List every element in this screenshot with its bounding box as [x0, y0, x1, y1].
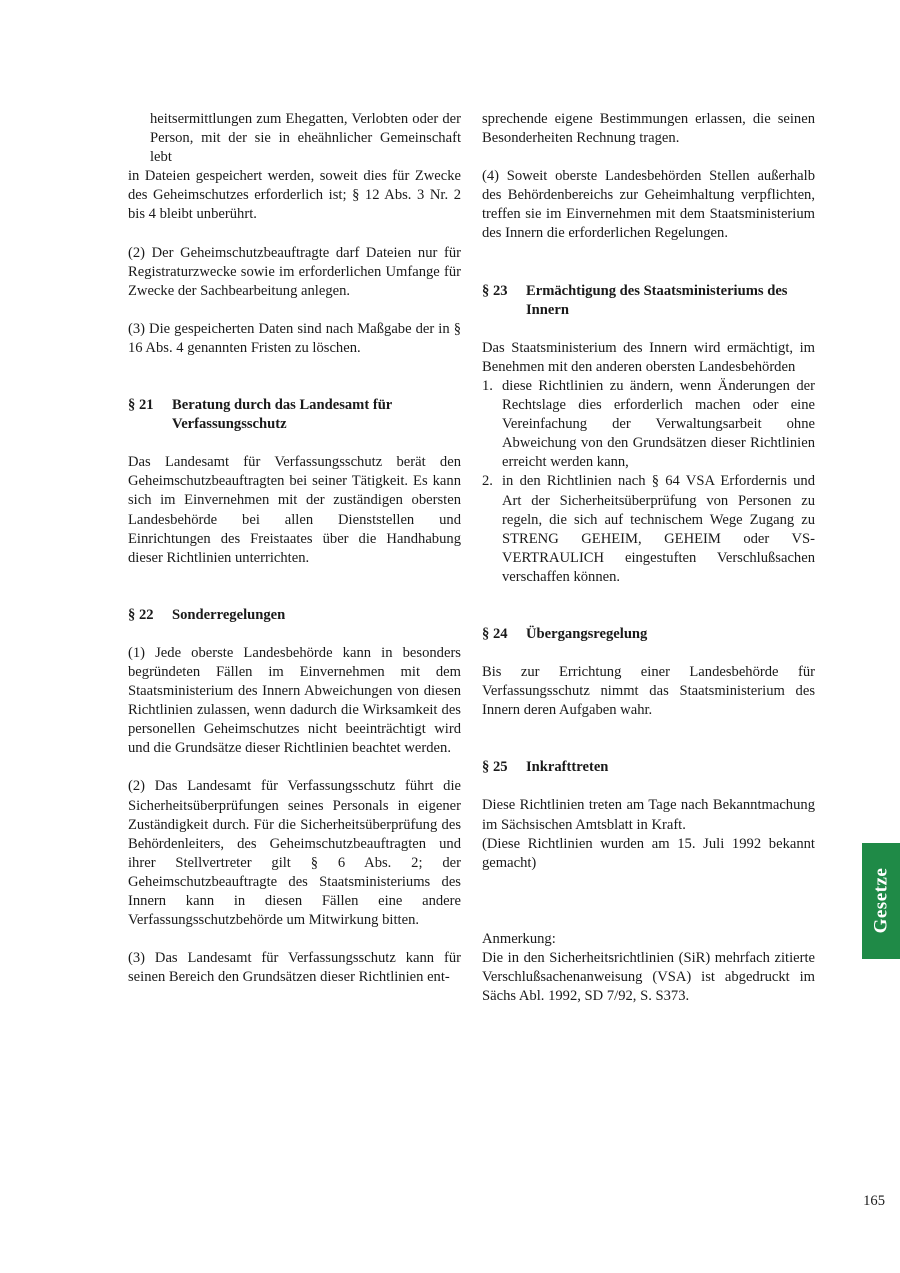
section-24-title: Übergangsregelung — [526, 625, 648, 642]
continued-item-text: heitsermittlungen zum Ehegatten, Verlobten oder der Person, mit der sie in eheähnlicher Gemeinschaft lebt — [150, 111, 461, 166]
section-25-text: Diese Richtlinien treten am Tage nach Bekanntmachung im Sächsischen Amtsblatt in Kraft. — [482, 797, 815, 833]
side-tab-label: Gesetze — [870, 868, 892, 934]
section-22-paragraph-1: (1) Jede oberste Landesbehörde kann in besonders begründeten Fällen im Einvernehmen mit dem Staatsministerium des Innern Abweichungen von diesen Richtlinien zulassen, wenn dadurch die Wirksamkeit des personellen Geheimschutzes nicht beeinträchtigt wird und die Grundsätze dieser Richtlinien beachtet werden. — [128, 644, 461, 757]
list-item-text: in den Richtlinien nach § 64 VSA Erfordernis und Art der Sicherheitsüberprüfung von Personen zu regeln, die sich auf technischem Wege Zugang zu STRENG GEHEIM, GEHEIM oder VS-VERTRAULICH eingestuften Verschlußsachen verschaffen können. — [502, 473, 815, 585]
section-25-heading — [482, 758, 815, 777]
annotation-text: Die in den Sicherheitsrichtlinien (SiR) mehrfach zitierte Verschlußsachenanweisung (VSA) ist abgedruckt im Sächs Abl. 1992, SD 7/92, S. S373. — [482, 949, 815, 1005]
page-number: 165 — [863, 1193, 885, 1209]
section-25-title: Inkrafttreten — [526, 759, 609, 776]
paragraph-20-2: (2) Der Geheimschutzbeauftragte darf Dateien nur für Registraturzwecke sowie im erforderlichen Umfange für Zwecke der Sachbearbeitung anlegen. — [128, 244, 461, 299]
section-22-paragraph-3: (3) Das Landesamt für Verfassungsschutz kann für seinen Bereich den Grundsätzen dieser Richtlinien ent- — [128, 950, 461, 986]
section-22-paragraph-2: (2) Das Landesamt für Verfassungsschutz führt die Sicherheitsüberprüfungen seines Personals in eigener Zuständigkeit durch. Für die Sicherheitsüberprüfung des Behördenleiters, des Geheimschutzbeauftragten und ihrer Stellvertreter gilt § 6 Abs. 2; der Geheimschutzbeauftragte des Staatsministeriums des Innern kann in diesen Fällen eine andere Verfassungsschutzbehörde um Mitwirkung bitten. — [128, 778, 461, 929]
section-21-text: Das Landesamt für Verfassungsschutz berät den Geheimschutzbeauftragten bei seiner Tätigkeit. Es kann sich im Einvernehmen mit der zuständigen obersten Landesbehörde bei allen Dienststellen und Einrichtungen des Freistaates über die Handhabung dieser Richtlinien unterrichten. — [128, 454, 461, 566]
continued-paragraph-right: sprechende eigene Bestimmungen erlassen, die seinen Besonderheiten Rechnung tragen. — [482, 111, 815, 147]
section-21-number: § 21 — [128, 397, 154, 414]
list-item — [482, 377, 815, 472]
left-column — [128, 110, 461, 987]
section-21-heading — [128, 396, 461, 434]
section-23-number: § 23 — [482, 282, 508, 299]
section-22-title: Sonderregelungen — [172, 606, 286, 623]
section-22-paragraph-4: (4) Soweit oberste Landesbehörden Stellen außerhalb des Behördenbereichs zur Geheimhaltung verpflichten, treffen sie im Einvernehmen mit dem Staatsministerium des Innern die erforderlichen Regelungen. — [482, 168, 815, 242]
list-item — [482, 472, 815, 587]
right-column — [482, 110, 815, 1006]
section-25-number: § 25 — [482, 759, 508, 776]
section-23-intro: Das Staatsministerium des Innern wird ermächtigt, im Benehmen mit den anderen obersten Landesbehörden — [482, 339, 815, 375]
paragraph-20-3: (3) Die gespeicherten Daten sind nach Maßgabe der in § 16 Abs. 4 genannten Fristen zu löschen. — [128, 320, 461, 356]
continued-paragraph: in Dateien gespeichert werden, soweit dies für Zwecke des Geheimschutzes erforderlich ist; § 12 Abs. 3 Nr. 2 bis 4 bleibt unberührt. — [128, 168, 461, 223]
list-item-number: 2. — [482, 473, 493, 490]
side-tab-gesetze — [862, 843, 900, 959]
section-23-heading — [482, 282, 815, 320]
section-24-number: § 24 — [482, 625, 508, 642]
list-item-text: diese Richtlinien zu ändern, wenn Änderungen der Rechtslage dies erforderlich machen oder eine Vereinfachung der Verwaltungsarbeit ohne Abweichung von den Grundsätzen dieser Richtlinien erreicht werden kann, — [502, 377, 815, 471]
section-25-note: (Diese Richtlinien wurden am 15. Juli 1992 bekannt gemacht) — [482, 835, 815, 871]
section-22-heading — [128, 606, 461, 625]
section-24-heading — [482, 625, 815, 644]
section-24-text: Bis zur Errichtung einer Landesbehörde für Verfassungsschutz nimmt das Staatsministerium des Innern deren Aufgaben wahr. — [482, 664, 815, 719]
annotation-label: Anmerkung: — [482, 930, 556, 947]
section-22-number: § 22 — [128, 606, 154, 623]
section-21-title: Beratung durch das Landesamt für Verfassungsschutz — [172, 397, 393, 433]
list-item-number: 1. — [482, 377, 493, 394]
section-23-title: Ermächtigung des Staatsministeriums des Innern — [526, 282, 788, 318]
